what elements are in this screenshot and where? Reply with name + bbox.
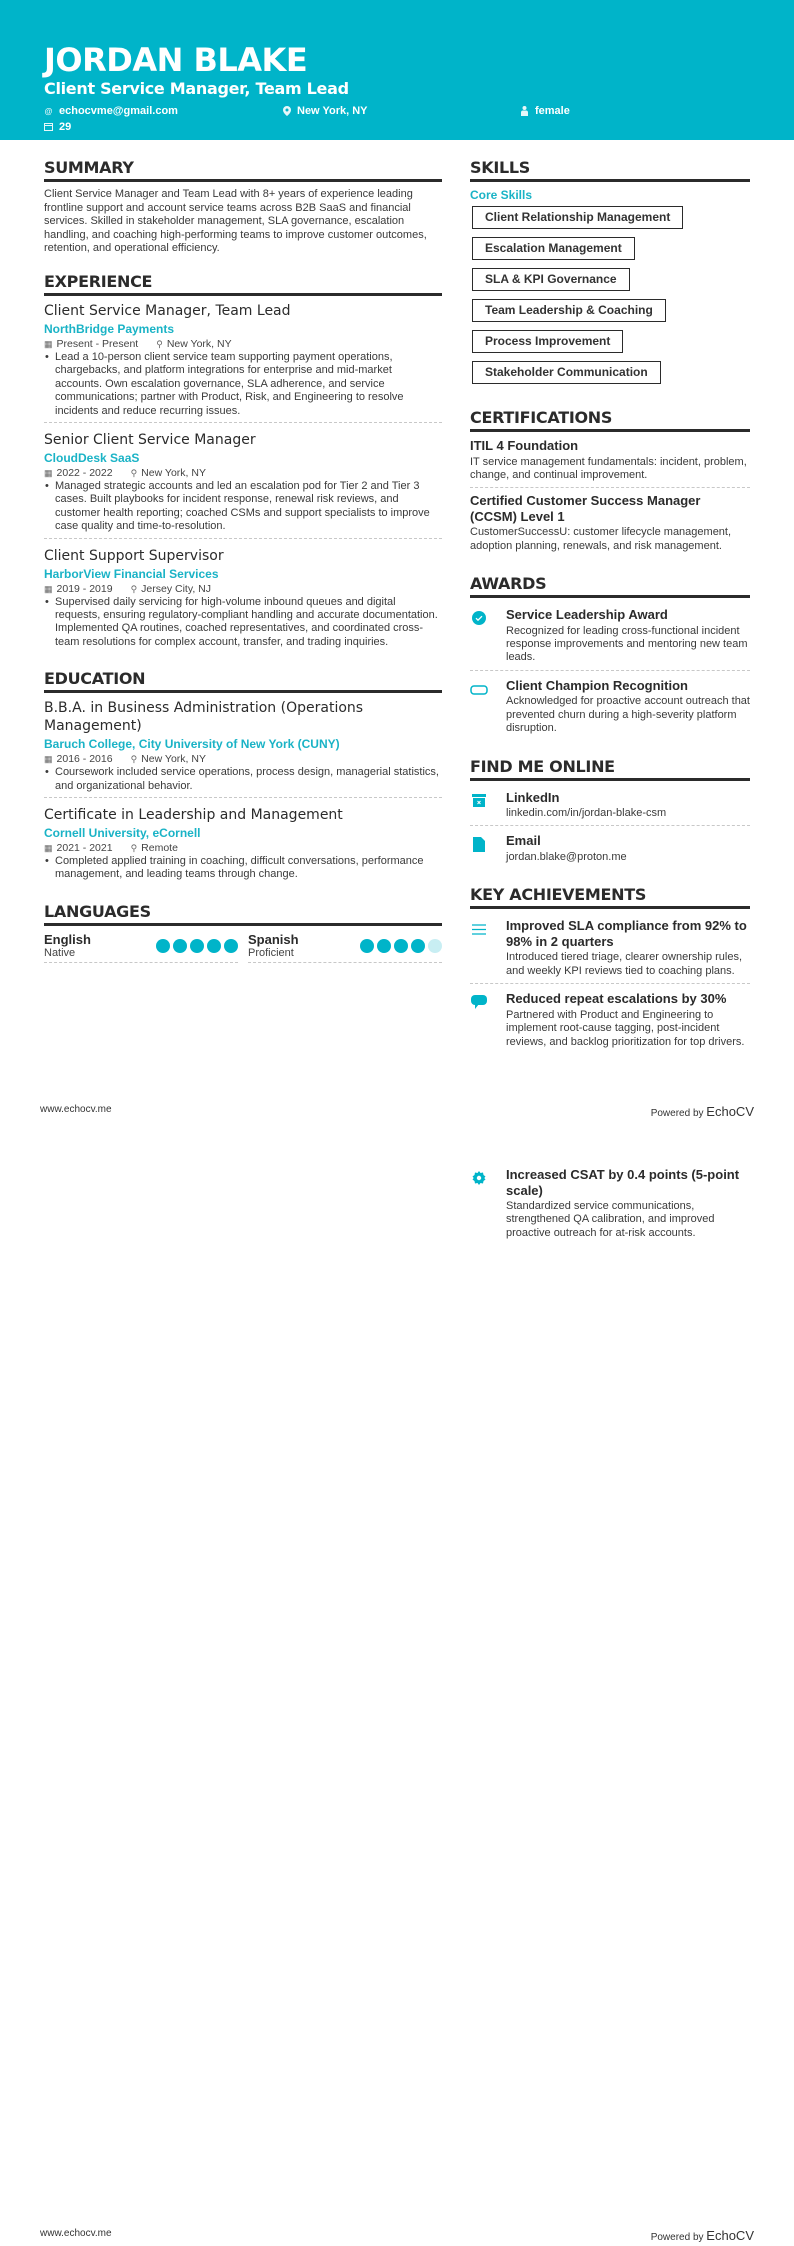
check-circle-icon xyxy=(472,611,486,665)
achievements-continued xyxy=(470,1164,750,1249)
skill-chip: Client Relationship Management xyxy=(472,206,683,229)
rating-dot-filled xyxy=(173,939,187,953)
achievement-title: Improved SLA compliance from 92% to 98% in 2 quarters xyxy=(506,918,747,949)
entry-bullet: • Completed applied training in coaching, difficult conversations, performance management, and leading teams through change. xyxy=(44,855,442,882)
section-heading: CERTIFICATIONS xyxy=(470,408,750,432)
location-pin-icon: ⚲ xyxy=(130,843,138,854)
calendar-icon: ▦ xyxy=(44,338,53,349)
entry-dates: Present - Present xyxy=(56,337,139,350)
gear-icon xyxy=(472,1171,486,1240)
contact-email-value: echocvme@gmail.com xyxy=(59,105,178,117)
rating-dot-empty xyxy=(428,939,442,953)
rating-dot-filled xyxy=(190,939,204,953)
skill-chip: Stakeholder Communication xyxy=(472,361,661,384)
left-column xyxy=(44,158,442,1070)
certification-desc: IT service management fundamentals: incident, problem, change, and continual improvement. xyxy=(470,455,747,481)
language-rating xyxy=(360,939,442,953)
job-title: Client Support Supervisor xyxy=(44,547,224,564)
calendar-icon xyxy=(44,123,53,132)
achievement-desc: Standardized service communications, strengthened QA calibration, and improved proactive outreach for at-risk accounts. xyxy=(506,1200,715,1239)
right-column xyxy=(470,158,750,1070)
certification-item xyxy=(470,438,750,488)
contact-email[interactable] xyxy=(44,105,282,117)
rating-dot-filled xyxy=(156,939,170,953)
job-title: Senior Client Service Manager xyxy=(44,432,256,448)
menu-lines-icon xyxy=(472,922,486,978)
rating-dot-filled xyxy=(411,939,425,953)
contact-location xyxy=(282,105,520,117)
at-icon: @ xyxy=(44,106,53,116)
skill-chip: Process Improvement xyxy=(472,330,623,353)
entry-dates: 2022 - 2022 xyxy=(56,467,113,479)
chat-bubble-icon xyxy=(471,995,487,1049)
online-section xyxy=(470,757,750,870)
skills-section xyxy=(470,158,750,392)
entry-location: New York, NY xyxy=(166,337,232,350)
contact-location-value: New York, NY xyxy=(297,105,368,117)
awards-section xyxy=(470,574,750,740)
language-name: English xyxy=(44,931,91,947)
entry-meta xyxy=(44,752,442,766)
experience-entry xyxy=(44,302,442,423)
certifications-section xyxy=(470,408,750,558)
calendar-icon: ▦ xyxy=(44,583,53,594)
footer-powered xyxy=(651,2228,754,2243)
skill-chip: Team Leadership & Coaching xyxy=(472,299,666,322)
language-item xyxy=(248,932,442,963)
achievement-desc: Introduced tiered triage, clearer ownership rules, and weekly KPI reviews tied to coaching plans. xyxy=(506,951,743,977)
contact-gender-value: female xyxy=(535,105,570,117)
rating-dot-filled xyxy=(360,939,374,953)
summary-text: Client Service Manager and Team Lead with 8+ years of experience leading frontline support and account service teams across B2B SaaS and financial services. Skilled in stakeholder management, SLA governance, escalation handling, and coaching high-performing teams to improve customer outcomes, retention, and operational efficiency. xyxy=(44,188,427,255)
education-entry xyxy=(44,699,442,798)
contact-gender xyxy=(520,105,720,117)
contact-age-value: 29 xyxy=(59,121,72,133)
footer-powered xyxy=(651,1104,754,1119)
calendar-icon: ▦ xyxy=(44,843,53,854)
achievement-item xyxy=(470,1164,750,1245)
location-pin-icon: ⚲ xyxy=(130,583,138,594)
section-heading: EXPERIENCE xyxy=(44,272,442,296)
entry-meta xyxy=(44,337,442,351)
language-level: Native xyxy=(44,946,76,959)
rating-dot-filled xyxy=(207,939,221,953)
entry-bullet: • Lead a 10-person client service team supporting payment operations, chargebacks, and platform integrations for enterprise and mid-market accounts. Own escalation governance, SLA adherence, and service communications; partner with Product, Risk, and Engineering to resolve incidents and reduce recurring issues. xyxy=(44,351,442,418)
entry-location: Remote xyxy=(141,842,178,855)
online-link[interactable]: linkedin.com/in/jordan-blake-csm xyxy=(506,807,667,820)
entry-meta xyxy=(44,841,442,855)
entry-location: New York, NY xyxy=(141,467,206,479)
powered-label: Powered by xyxy=(650,2232,704,2243)
certification-desc: CustomerSuccessU: customer lifecycle management, adoption planning, renewals, and risk management. xyxy=(470,526,732,552)
online-item[interactable] xyxy=(470,787,750,827)
certification-title: Certified Customer Success Manager (CCSM) Level 1 xyxy=(470,493,701,524)
brand-name: EchoCV xyxy=(706,2228,754,2243)
experience-entry xyxy=(44,547,442,654)
section-heading: SKILLS xyxy=(470,158,750,182)
company-name: HarborView Financial Services xyxy=(44,566,219,581)
language-item xyxy=(44,932,238,963)
section-heading: AWARDS xyxy=(470,574,750,598)
online-title: Email xyxy=(506,833,541,849)
entry-location: New York, NY xyxy=(141,753,206,766)
award-desc: Acknowledged for proactive account outreach that prevented churn during a high-severity platform disruption. xyxy=(506,695,750,735)
rating-dot-filled xyxy=(394,939,408,953)
rating-dot-filled xyxy=(224,939,238,953)
skill-chip: SLA & KPI Governance xyxy=(472,268,630,291)
summary-section xyxy=(44,158,442,256)
entry-dates: 2019 - 2019 xyxy=(56,582,113,595)
language-name: Spanish xyxy=(248,931,299,947)
skill-chip: Escalation Management xyxy=(472,237,635,260)
job-title: Client Service Manager, Team Lead xyxy=(44,302,291,319)
degree-title: B.B.A. in Business Administration (Operations Management) xyxy=(44,700,364,735)
entry-bullet: • Managed strategic accounts and led an escalation pod for Tier 2 and Tier 3 cases. Built playbooks for incident response, renewal risk reviews, and customer health reporting; coached CSMs and support specialists to improve case quality and time-to-resolution. xyxy=(44,480,442,534)
experience-entry xyxy=(44,431,442,539)
footer-site-link[interactable]: www.echocv.me xyxy=(40,2228,112,2239)
candidate-title: Client Service Manager, Team Lead xyxy=(44,79,349,98)
language-level: Proficient xyxy=(248,946,294,959)
entry-dates: 2016 - 2016 xyxy=(56,753,113,766)
page-footer xyxy=(40,1104,754,1119)
entry-bullet: • Supervised daily servicing for high-volume inbound queues and digital requests, ensuring regulatory-compliant handling and accurate documentation. Implemented QA routines, coached representatives, and coordinated cross-team resolutions for complex account, transfer, and trading inquiries. xyxy=(44,596,442,650)
degree-title: Certificate in Leadership and Management xyxy=(44,807,343,824)
company-name: CloudDesk SaaS xyxy=(44,451,140,465)
section-heading: SUMMARY xyxy=(44,158,442,182)
page-footer xyxy=(40,2228,754,2243)
entry-meta xyxy=(44,466,442,480)
award-title: Client Champion Recognition xyxy=(506,677,688,693)
contact-list xyxy=(44,105,750,133)
person-icon xyxy=(520,107,529,116)
school-name: Baruch College, City University of New York (CUNY) xyxy=(44,737,340,752)
education-entry xyxy=(44,806,442,886)
section-heading: KEY ACHIEVEMENTS xyxy=(470,885,750,909)
powered-label: Powered by xyxy=(650,1108,704,1119)
candidate-name: JORDAN BLAKE xyxy=(44,41,308,79)
entry-dates: 2021 - 2021 xyxy=(56,842,113,855)
award-desc: Recognized for leading cross-functional incident response improvements and mentoring new team leads. xyxy=(506,624,748,664)
online-title: LinkedIn xyxy=(506,789,560,805)
achievement-title: Increased CSAT by 0.4 points (5-point scale) xyxy=(506,1167,740,1198)
award-title: Service Leadership Award xyxy=(506,607,668,623)
skills-subheading: Core Skills xyxy=(470,188,533,202)
footer-site-link[interactable]: www.echocv.me xyxy=(40,1104,112,1115)
entry-location: Jersey City, NJ xyxy=(141,582,211,595)
award-item xyxy=(470,604,750,671)
education-section xyxy=(44,669,442,886)
resume-header xyxy=(0,0,794,140)
location-pin-icon: ⚲ xyxy=(130,754,138,765)
achievement-item xyxy=(470,988,750,1054)
rating-dot-filled xyxy=(377,939,391,953)
experience-section xyxy=(44,272,442,653)
achievement-title: Reduced repeat escalations by 30% xyxy=(506,991,727,1007)
school-name: Cornell University, eCornell xyxy=(44,826,201,841)
achievement-desc: Partnered with Product and Engineering to implement root-cause tagging, post-incident reviews, and backlog prioritization for top drivers. xyxy=(506,1008,745,1048)
award-item xyxy=(470,675,750,741)
entry-meta xyxy=(44,582,442,596)
section-heading: LANGUAGES xyxy=(44,902,442,926)
location-pin-icon: ⚲ xyxy=(130,468,138,478)
badge-outline-icon xyxy=(470,682,488,736)
company-name: NorthBridge Payments xyxy=(44,321,175,336)
section-heading: EDUCATION xyxy=(44,669,442,693)
entry-bullet: • Coursework included service operations, process design, managerial statistics, and organizational behavior. xyxy=(44,766,442,793)
certification-title: ITIL 4 Foundation xyxy=(470,438,579,453)
section-heading: FIND ME ONLINE xyxy=(470,757,750,781)
location-pin-icon xyxy=(282,107,291,116)
certification-item xyxy=(470,493,750,558)
calendar-icon: ▦ xyxy=(44,468,53,478)
online-link[interactable]: jordan.blake@proton.me xyxy=(506,850,627,863)
document-icon xyxy=(473,837,485,864)
online-item[interactable] xyxy=(470,830,750,869)
contact-age xyxy=(44,121,282,133)
language-rating xyxy=(156,939,238,953)
achievements-section xyxy=(470,885,750,1054)
brand-name: EchoCV xyxy=(706,1104,754,1119)
achievement-item xyxy=(470,915,750,984)
languages-section xyxy=(44,902,442,963)
calendar-icon: ▦ xyxy=(44,754,53,765)
location-pin-icon: ⚲ xyxy=(156,338,163,349)
archive-box-icon xyxy=(472,794,486,821)
